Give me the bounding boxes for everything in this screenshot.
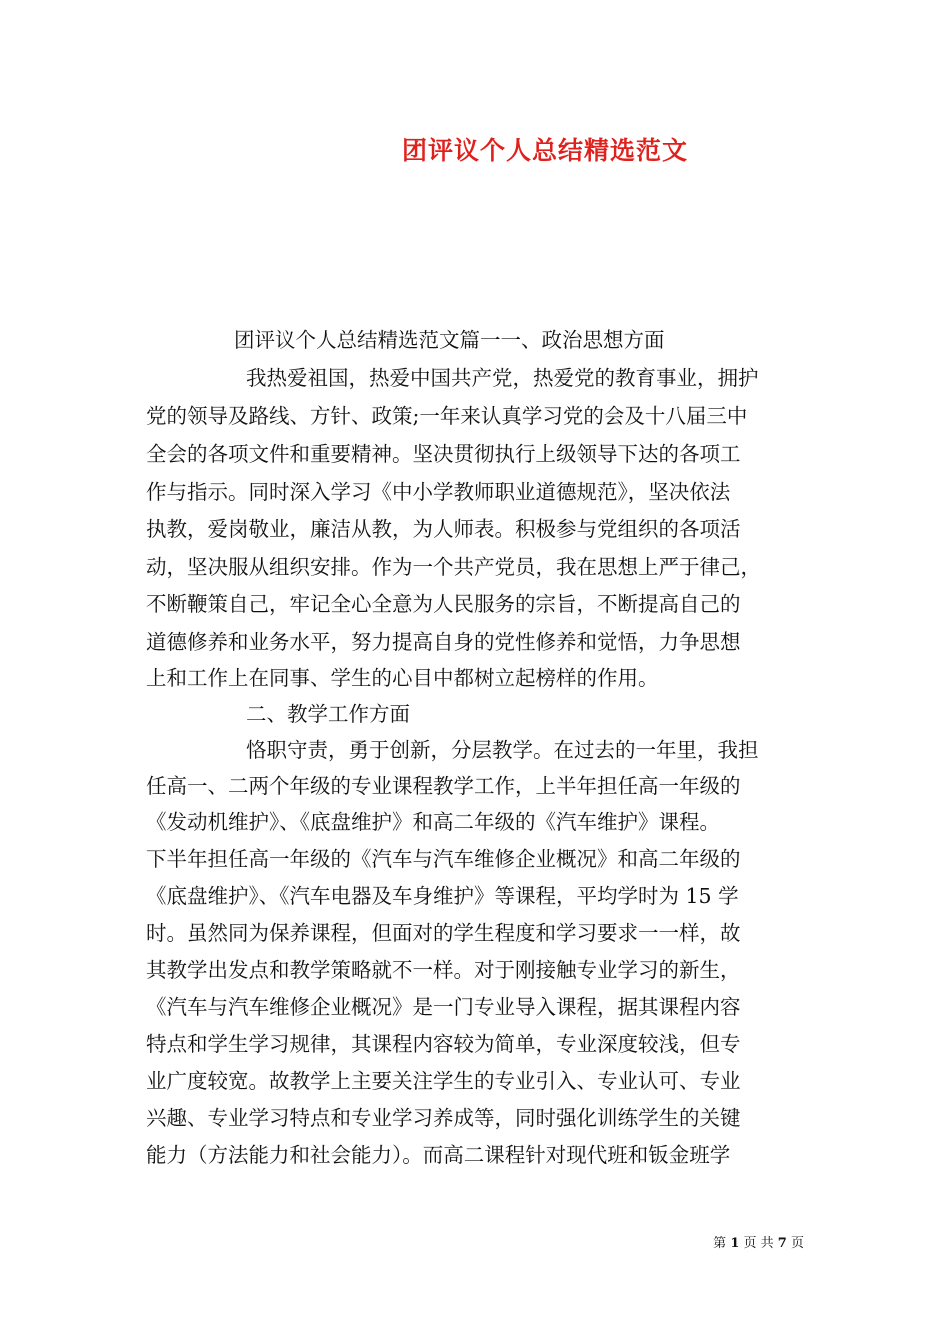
body-line: 道德修养和业务水平，努力提高自身的党性修养和觉悟，力争思想 (146, 630, 741, 654)
body-line: 任高一、二两个年级的专业课程教学工作，上半年担任高一年级的 (146, 774, 741, 798)
body-line: 《底盘维护》、《汽车电器及车身维护》等课程，平均学时为 15 学 (146, 884, 739, 908)
page-footer (713, 1232, 804, 1251)
body-line: 兴趣、专业学习特点和专业学习养成等，同时强化训练学生的关键 (146, 1106, 741, 1130)
body-line: 恪职守责，勇于创新，分层教学。在过去的一年里，我担 (246, 738, 759, 762)
document-title: 团评议个人总结精选范文 (401, 136, 688, 165)
body-line: 《汽车与汽车维修企业概况》是一门专业导入课程，据其课程内容 (146, 995, 741, 1019)
footer-total-pages: 7 (777, 1236, 787, 1251)
body-line: 动，坚决服从组织安排。作为一个共产党员，我在思想上严于律己， (146, 555, 761, 579)
body-line: 我热爱祖国，热爱中国共产党，热爱党的教育事业，拥护 (246, 366, 759, 390)
body-line: 执教，爱岗敬业，廉洁从教，为人师表。积极参与党组织的各项活 (146, 517, 741, 541)
body-line: 时。虽然同为保养课程，但面对的学生程度和学习要求一一样，故 (146, 921, 741, 945)
footer-prefix: 第 (713, 1236, 727, 1251)
footer-suffix: 页 (790, 1236, 804, 1251)
body-line: 其教学出发点和教学策略就不一样。对于刚接触专业学习的新生， (146, 958, 741, 982)
body-line: 能力（方法能力和社会能力）。而高二课程针对现代班和钣金班学 (146, 1143, 731, 1167)
body-line: 作与指示。同时深入学习《中小学教师职业道德规范》，坚决依法 (146, 480, 731, 504)
body-line: 《发动机维护》、《底盘维护》和高二年级的《汽车维护》课程。 (146, 810, 720, 834)
section-heading-2: 二、教学工作方面 (246, 702, 410, 726)
body-line: 业广度较宽。故教学上主要关注学生的专业引入、专业认可、专业 (146, 1069, 741, 1093)
body-line: 全会的各项文件和重要精神。坚决贯彻执行上级领导下达的各项工 (146, 442, 741, 466)
body-line: 下半年担任高一年级的《汽车与汽车维修企业概况》和高二年级的 (146, 847, 741, 871)
footer-page-number: 1 (730, 1236, 740, 1251)
body-line: 特点和学生学习规律，其课程内容较为简单，专业深度较浅，但专 (146, 1032, 741, 1056)
body-line: 不断鞭策自己，牢记全心全意为人民服务的宗旨，不断提高自己的 (146, 592, 741, 616)
section-heading-1: 团评议个人总结精选范文篇一一、政治思想方面 (234, 328, 665, 352)
body-line: 党的领导及路线、方针、政策;一年来认真学习党的会及十八届三中 (146, 404, 748, 428)
body-line: 上和工作上在同事、学生的心目中都树立起榜样的作用。 (146, 666, 659, 690)
footer-middle: 页 共 (743, 1236, 774, 1251)
